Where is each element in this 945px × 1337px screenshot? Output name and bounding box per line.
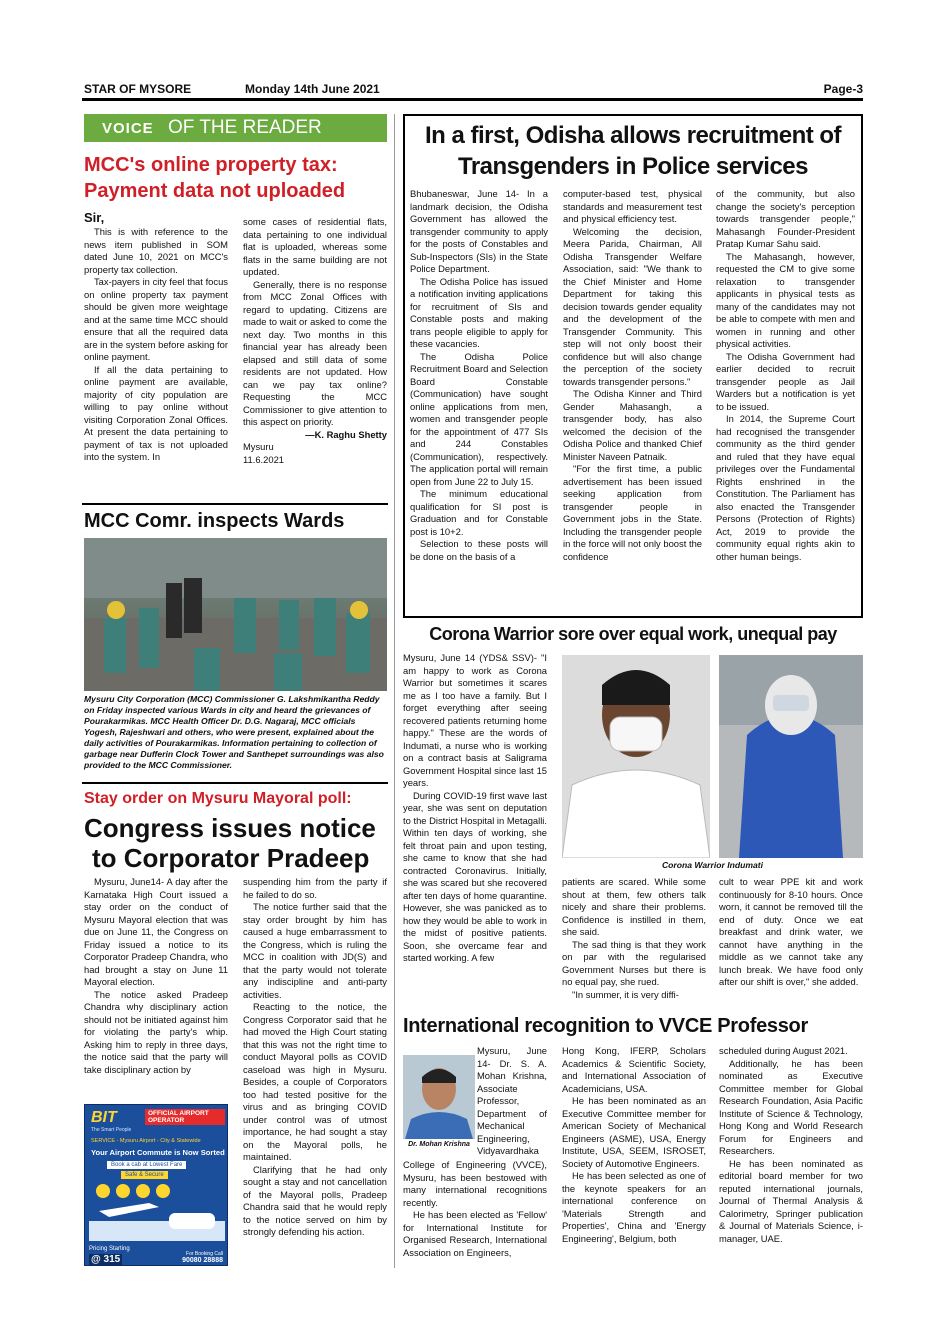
corona-photo-right — [719, 655, 863, 858]
letter-date: 11.6.2021 — [243, 453, 285, 465]
ad-tag-line: OFFICIAL AIRPORT — [148, 1110, 209, 1117]
paragraph: The Odisha Government had earlier decided to recruit transgender people as Jail Warders but a notification is yet to be issued. — [716, 350, 855, 412]
ad-pricing-label: Pricing Starting — [89, 1246, 130, 1252]
paper-name: STAR OF MYSORE — [84, 82, 192, 96]
nurse-photo-image — [562, 655, 710, 858]
voice-col-2 — [243, 216, 387, 466]
paragraph: of the community, but also change the society's perception towards transgender people," Mahasangh Founder-President Pratap Kumar Sahu said. — [716, 188, 855, 249]
corona-col-3 — [719, 876, 863, 989]
ad-price: @ 315 — [91, 1254, 121, 1265]
paragraph: Selection to these posts will be done on the basis of a — [410, 538, 548, 562]
paragraph: The notice asked Pradeep Chandra why disciplinary action should not be initiated against him for violating the party's whip. Asking him to reply in three days, the notice said that the party will take disciplinary action by — [84, 988, 228, 1075]
vvce-headline: International recognition to VVCE Professor — [403, 1015, 808, 1037]
mayoral-col-2 — [243, 876, 387, 1239]
paragraph: In 2014, the Supreme Court had recognised the transgender community as the third gender and ruled that they have equal privileges over the Fundamental Rights enshrined in the Constitution. The Parliament has also enacted the Transgender Persons (Protection of Rights) Act, 2019 to provide the community equal rights akin to other human beings. — [716, 413, 855, 562]
voice-headline: MCC's online property tax: Payment data not uploaded — [84, 154, 346, 202]
wards-photo — [84, 538, 387, 691]
page-number: Page-3 — [823, 82, 863, 96]
ad-booking-label: For Booking Call — [186, 1251, 223, 1257]
paragraph: He has been selected as one of the keynote speakers for an international conference on 'Materials Strength and Properties', China and 'Energy Engineering', Belgium, both — [562, 1170, 706, 1244]
section-rule — [82, 503, 388, 505]
corona-photo-left — [562, 655, 710, 858]
corona-caption: Corona Warrior Indumati — [661, 860, 764, 870]
paragraph: The notice further said that the stay order brought by him has caused a huge embarrassment to the Congress, which is ruling the MCC in coalition with JD(S) and that the party would not tolerate any indiscipline and anti-party activities. — [243, 901, 387, 1000]
vvce-photo — [403, 1055, 475, 1139]
paragraph: If all the data pertaining to online payment are available, majority of city population are willing to pay online without visiting Corporation Zonal Offices. At present the data pertaining to payment of tax is not uploaded into the system. In — [84, 363, 228, 462]
mayoral-kicker: Stay order on Mysuru Mayoral poll: — [84, 790, 352, 807]
wards-headline: MCC Comr. inspects Wards — [84, 510, 345, 532]
ad-phone[interactable]: 90080 28888 — [182, 1257, 223, 1264]
vvce-col-1 — [403, 1159, 547, 1259]
voice-col-1 — [84, 210, 228, 464]
paragraph: College of Engineering (VVCE), Mysuru, has been bestowed with many international recognitions recently. — [403, 1159, 547, 1208]
voice-label: VOICE — [102, 120, 154, 137]
ad-cta: Book a cab at Lowest Fare — [107, 1161, 186, 1169]
mayoral-col-1 — [84, 876, 228, 1076]
vvce-photo-caption: Dr. Mohan Krishna — [408, 1141, 470, 1148]
paragraph: Reacting to the notice, the Congress Corporator said that he had moved the High Court stating that this was not the right time to conduct Mayoral polls as COVID caseload was high in Mysuru. Besides, a couple of Corporators too had tested positive for the virus and as bringing COVID under control was of utmost importance, he had sought a stay on the Mayoral polls, he maintained. — [243, 1001, 387, 1162]
paragraph: Additionally, he has been nominated as Executive Committee member for Global Research Foundation, Asia Pacific Institute of Science & Technology, Hong Kong and World Research Forum for Engineers and Researchers. — [719, 1057, 863, 1156]
paragraph: patients are scared. While some shout at them, few others talk nicely and share their problems. Confidence is instilled in them, she said. — [562, 876, 706, 937]
place: Mysuru — [243, 441, 274, 452]
paragraph: scheduled during August 2021. — [719, 1045, 848, 1056]
ad-tag — [145, 1109, 225, 1125]
paragraph: The Mahasangh, however, requested the CM to give some relaxation to transgender applicants in physical tests as many of the candidates may not be able to compete with men and women in running and other physical activities. — [716, 250, 855, 349]
paragraph: Welcoming the decision, Meera Parida, Chairman, All Odisha Transgender Welfare Association, said: "We thank to the Chief Minister and Home Department for taking this decision towards gender equality and the development of the Transgender Community. This step will not only boost their confidence but will also change the perception of the society towards transgender persons." — [563, 225, 702, 387]
paragraph: computer-based test, physical standards and measurement test and physical efficiency test. — [563, 188, 702, 224]
ad-headline: Your Airport Commute is Now Sorted — [91, 1148, 225, 1157]
vvce-col-3 — [719, 1045, 863, 1245]
mayoral-headline-1: Congress issues notice — [84, 813, 376, 843]
odisha-headline — [405, 120, 861, 182]
vvce-col-1-top: Mysuru, June 14- Dr. S. A. Mohan Krishna, Associate Professor, Department of Mechanical Engineering, Vidyavardhaka — [477, 1045, 547, 1156]
odisha-col-2 — [563, 188, 702, 563]
paragraph: The Odisha Kinner and Third Gender Mahasangh, a transgender body, has also welcomed the decision of the Odisha Police and thanked Chief Minister Naveen Patnaik. — [563, 388, 702, 462]
paragraph: The Odisha Police has issued a notification inviting applications for recruitment of SIs and Constable posts and making trans people eligible to apply for these vacancies. — [410, 275, 548, 349]
paragraph: Clarifying that he had only sought a stay and not cancellation of the Mayoral polls, Pradeep Chandra said that he would reply to the notice served on him by strongly defending his action. — [243, 1163, 387, 1237]
paragraph: cult to wear PPE kit and work continuously for 8-10 hours. Once worn, it cannot be removed till the end of duty. Once we eat breakfast and drink water, we cannot have anything in the middle as we cannot take any lunch break. We have food only after our shift is over," she added. — [719, 876, 863, 987]
paragraph: The Odisha Police Recruitment Board and Selection Board Constable (Communication) have sought online applications from men, women and transgender people for the appointment of 477 SIs and 244 Constables (Communication), respectively. The application portal will remain open from June 22 to July 15. — [410, 350, 548, 487]
salutation: Sir, — [84, 210, 105, 225]
ad-illustration — [89, 1181, 225, 1241]
ad-tag-line: OPERATOR — [148, 1117, 185, 1124]
paragraph: He has been elected as 'Fellow' for International Institute for Organised Research, International Association on Engineers, — [403, 1209, 547, 1258]
signature: —K. Raghu Shetty — [305, 428, 387, 440]
mayoral-headline-2: to Corporator Pradeep — [92, 843, 370, 873]
paragraph: Tax-payers in city feel that focus on online property tax payment should be given more weightage and at the same time MCC should ensure that all the required data are in the system before asking for online payment. — [84, 276, 228, 362]
paragraph: "In summer, it is very diffi- — [572, 988, 679, 1000]
corona-col-1 — [403, 652, 547, 965]
voice-banner — [84, 114, 387, 142]
wards-photo-image — [84, 538, 387, 691]
odisha-col-1 — [410, 188, 548, 563]
issue-date: Monday 14th June 2021 — [245, 82, 380, 96]
ad-brand-sub: The Smart People — [91, 1127, 132, 1133]
section-rule — [82, 782, 388, 784]
paragraph: Hong Kong, IFERP, Scholars Academics & Scientific Society, and International Association of Academicians, USA. — [562, 1045, 706, 1094]
ad-brand: BIT — [91, 1109, 117, 1126]
airport-ad[interactable] — [84, 1104, 228, 1266]
ad-cta-2: Safe & Secure — [121, 1171, 168, 1179]
vvce-col-2 — [562, 1045, 706, 1245]
wards-caption: Mysuru City Corporation (MCC) Commissioner G. Lakshmikantha Reddy on Friday inspected various Wards in city and heard the grievances of Pourakarmikas. MCC Health Officer Dr. D.G. Nagaraj, MCC officials Yogesh, Rajeshwari and others, who were present, explained about the daily activities of Pourakarmikas. Information pertaining to collection of garbage near Dufferin Clock Tower and Santhepet surroundings was also provided to the MCC Commissioner. — [84, 694, 384, 770]
column-divider — [394, 114, 395, 1268]
paragraph: suspending him from the party if he failed to do so. — [243, 876, 387, 900]
odisha-col-3 — [716, 188, 855, 563]
corona-col-2 — [562, 876, 706, 1001]
ppe-photo-image — [719, 655, 863, 858]
odisha-headline-1: In a first, Odisha allows recruitment of — [424, 122, 842, 149]
paragraph: The minimum educational qualification for SI post is Graduation and for Constable post is 10+2. — [410, 488, 548, 537]
paragraph: This is with reference to the news item published in SOM dated June 10, 2021 on MCC's property tax collection. — [84, 226, 228, 275]
header-rule — [82, 98, 863, 101]
ad-services: SERVICE - Mysuru Airport - City & Statewide — [91, 1138, 201, 1144]
corona-headline: Corona Warrior sore over equal work, unequal pay — [429, 624, 837, 644]
paragraph: Mysuru, June 14 (YDS& SSV)- "I am happy to work as Corona Warrior but sometimes it scares me as I too have a family. But I forget everything after seeing recovered patients returning home happy." These are the words of Indumati, a nurse who is working on a contract basis at Saligrama Government Hospital since last 15 years. — [403, 652, 547, 788]
paragraph: During COVID-19 first wave last year, she was sent on deputation to the District Hospital in Metagalli. Within ten days of working, she felt throat pain and upon testing, she came to know that she had contracted Coronavirus. Initially, she was scared but she recovered after ten days of home quarantine. However, she was panicked as to how they would be able to work in the midst of positive patients. Soon, she overcame fear and started working. A few — [403, 789, 547, 963]
paragraph: The sad thing is that they work on par with the regularised Government Nurses but there is no equal pay, she rued. — [562, 938, 706, 987]
paragraph: some cases of residential flats, data pertaining to one individual flat is uploaded, whereas some flats in the same building are not updated. — [243, 216, 387, 277]
paragraph: Bhubaneswar, June 14- In a landmark decision, the Odisha Government has allowed the transgender community to apply for the posts of Constables and Sub-Inspectors (SIs) in the State Police Department. — [410, 188, 548, 274]
paragraph: Generally, there is no response from MCC Zonal Offices with regard to updating. Citizens are made to wait or asked to come the next day. Two months in this financial year has already been elapsed and still data of some residents are not updated. How can we pay tax online? Requesting the MCC Commissioner to give attention to this aspect on priority. — [243, 278, 387, 427]
paragraph: "For the first time, a public advertisement has been issued seeking application from transgender people in Government jobs in the State. Including the transgender people in the force will not only boost the confidence — [563, 463, 702, 562]
odisha-headline-2: Transgenders in Police services — [457, 153, 809, 180]
voice-label-b: OF THE READER — [168, 117, 322, 138]
paragraph: He has been nominated as an Executive Committee member for American Society of Mechanical Engineers (ASME), USA, Energy Institute, USA, SEEM, ISROSET, Society of Automotive Engineers. — [562, 1095, 706, 1169]
professor-photo-image — [403, 1055, 475, 1139]
paragraph: Mysuru, June14- A day after the Karnataka High Court issued a stay order on the conduct of Mysuru Mayoral election that was due on June 11, the Congress on Friday issued a notice to its Corporator Pradeep Chandra, who had brought a stay on June 11 Mayoral election. — [84, 876, 228, 987]
paragraph: He has been nominated as editorial board member for two reputed international journals, Journal of Thermal Analysis & Calorimetry, Springer publication & Journal of Materials Science, i-manager, UAE. — [719, 1157, 863, 1244]
